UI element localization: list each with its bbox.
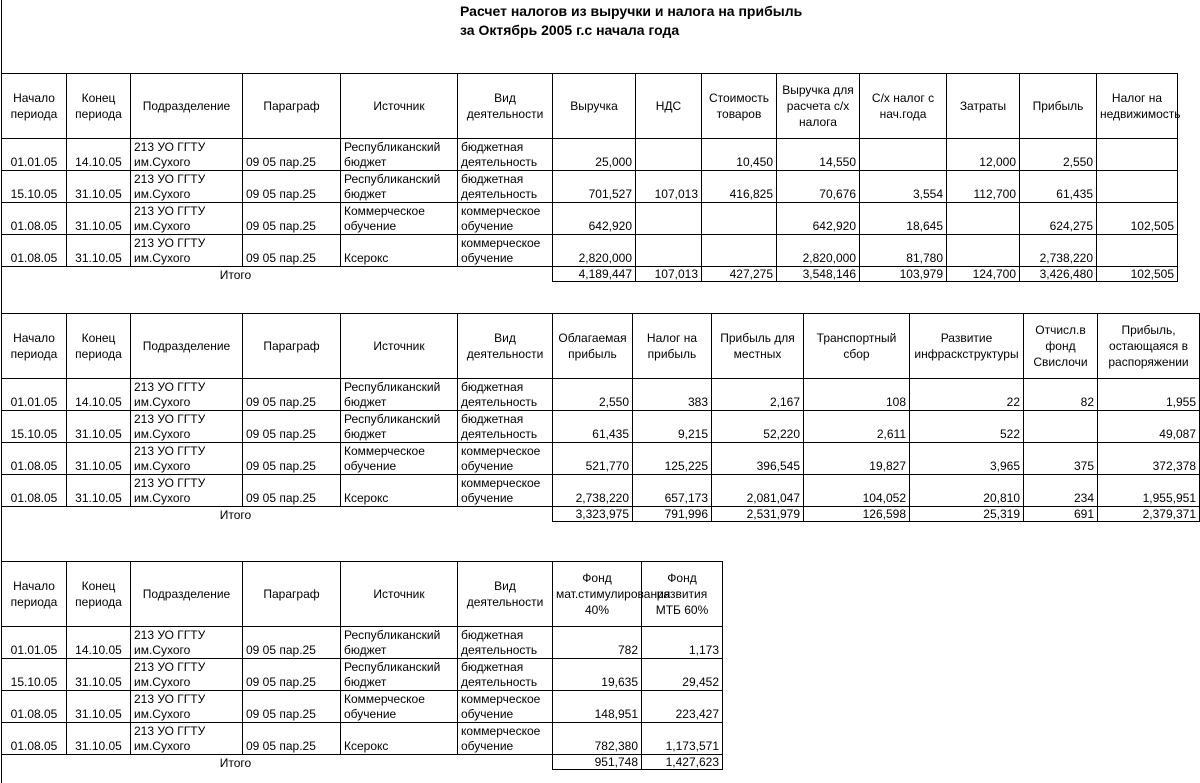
value-cell: 148,951 bbox=[553, 691, 642, 723]
paragraph-cell: 09 05 пар.25 bbox=[243, 171, 341, 203]
source-cell: Коммерческое обучение bbox=[341, 203, 458, 235]
header-cell: Выручка для расчета с/х налога bbox=[777, 74, 860, 139]
value-cell: 642,920 bbox=[553, 203, 636, 235]
activity-cell: коммерческое обучение bbox=[458, 235, 553, 267]
header-row bbox=[2, 74, 1178, 139]
header-cell: С/х налог с нач.года bbox=[860, 74, 947, 139]
value-cell: 2,081,047 bbox=[712, 475, 804, 507]
header-cell: Затраты bbox=[947, 74, 1020, 139]
total-blank bbox=[341, 507, 458, 522]
unit-cell: 213 УО ГГТУ им.Сухого bbox=[131, 411, 243, 443]
value-cell: 49,087 bbox=[1098, 411, 1200, 443]
header-cell: Прибыль bbox=[1020, 74, 1097, 139]
total-label: Итого bbox=[219, 267, 252, 282]
paragraph-cell: 09 05 пар.25 bbox=[243, 379, 341, 411]
header-cell: Прибыль, остающаяся в распоряжении bbox=[1098, 314, 1200, 379]
total-blank bbox=[458, 267, 553, 282]
total-value: 107,013 bbox=[636, 267, 702, 282]
end-date-cell: 31.10.05 bbox=[67, 659, 131, 691]
report-title bbox=[460, 2, 802, 40]
total-blank bbox=[458, 755, 553, 770]
source-cell: Республиканский бюджет bbox=[341, 411, 458, 443]
table-row bbox=[2, 691, 723, 723]
end-date-cell: 31.10.05 bbox=[67, 723, 131, 755]
header-cell: Конец периода bbox=[67, 74, 131, 139]
total-blank bbox=[67, 755, 131, 770]
start-date-cell: 01.08.05 bbox=[2, 475, 67, 507]
unit-cell: 213 УО ГГТУ им.Сухого bbox=[131, 379, 243, 411]
end-date-cell: 31.10.05 bbox=[67, 691, 131, 723]
value-cell: 2,820,000 bbox=[777, 235, 860, 267]
end-date-cell: 31.10.05 bbox=[67, 171, 131, 203]
value-cell: 2,820,000 bbox=[553, 235, 636, 267]
end-date-cell: 31.10.05 bbox=[67, 203, 131, 235]
revenue-tax-table bbox=[1, 73, 1181, 282]
value-cell: 70,676 bbox=[777, 171, 860, 203]
total-value: 3,426,480 bbox=[1020, 267, 1097, 282]
value-cell bbox=[702, 203, 777, 235]
source-cell: Коммерческое обучение bbox=[341, 443, 458, 475]
end-date-cell: 14.10.05 bbox=[67, 139, 131, 171]
unit-cell: 213 УО ГГТУ им.Сухого bbox=[131, 203, 243, 235]
total-label: Итого bbox=[219, 507, 252, 522]
header-cell: Фонд развития МТБ 60% bbox=[642, 562, 723, 627]
activity-cell: коммерческое обучение bbox=[458, 203, 553, 235]
activity-cell: бюджетная деятельность bbox=[458, 659, 553, 691]
end-date-cell: 31.10.05 bbox=[67, 475, 131, 507]
value-cell: 624,275 bbox=[1020, 203, 1097, 235]
value-cell: 383 bbox=[633, 379, 712, 411]
unit-cell: 213 УО ГГТУ им.Сухого bbox=[131, 235, 243, 267]
header-row bbox=[2, 314, 1200, 379]
activity-cell: коммерческое обучение bbox=[458, 443, 553, 475]
funds-table bbox=[1, 561, 723, 770]
start-date-cell: 01.01.05 bbox=[2, 139, 67, 171]
value-cell: 1,955,951 bbox=[1098, 475, 1200, 507]
value-cell bbox=[860, 139, 947, 171]
paragraph-cell: 09 05 пар.25 bbox=[243, 203, 341, 235]
value-cell: 3,965 bbox=[910, 443, 1024, 475]
value-cell bbox=[1097, 171, 1178, 203]
source-cell: Ксерокс bbox=[341, 475, 458, 507]
value-cell: 107,013 bbox=[636, 171, 702, 203]
value-cell: 2,738,220 bbox=[1020, 235, 1097, 267]
table-row bbox=[2, 411, 1200, 443]
table-row bbox=[2, 203, 1178, 235]
value-cell: 2,738,220 bbox=[553, 475, 633, 507]
value-cell: 2,550 bbox=[553, 379, 633, 411]
source-cell: Республиканский бюджет bbox=[341, 627, 458, 659]
value-cell: 223,427 bbox=[642, 691, 723, 723]
header-cell: Подразделение bbox=[131, 562, 243, 627]
source-cell: Ксерокс bbox=[341, 235, 458, 267]
total-blank bbox=[2, 755, 67, 770]
unit-cell: 213 УО ГГТУ им.Сухого bbox=[131, 443, 243, 475]
title-line-1: Расчет налогов из выручки и налога на прибыль bbox=[460, 3, 803, 19]
header-cell: Фонд мат.стимулирования 40% bbox=[553, 562, 642, 627]
source-cell: Ксерокс bbox=[341, 723, 458, 755]
table-row bbox=[2, 379, 1200, 411]
header-cell: Начало периода bbox=[2, 74, 67, 139]
unit-cell: 213 УО ГГТУ им.Сухого bbox=[131, 627, 243, 659]
value-cell: 416,825 bbox=[702, 171, 777, 203]
start-date-cell: 15.10.05 bbox=[2, 659, 67, 691]
header-cell: Налог на недвижимость bbox=[1097, 74, 1178, 139]
value-cell: 19,827 bbox=[804, 443, 910, 475]
activity-cell: коммерческое обучение bbox=[458, 475, 553, 507]
paragraph-cell: 09 05 пар.25 bbox=[243, 411, 341, 443]
header-cell: Подразделение bbox=[131, 74, 243, 139]
title-line-2: за Октябрь 2005 г.с начала года bbox=[460, 22, 680, 38]
value-cell: 2,167 bbox=[712, 379, 804, 411]
source-cell: Республиканский бюджет bbox=[341, 659, 458, 691]
total-blank bbox=[341, 755, 458, 770]
activity-cell: коммерческое обучение bbox=[458, 691, 553, 723]
value-cell: 782 bbox=[553, 627, 642, 659]
value-cell: 29,452 bbox=[642, 659, 723, 691]
total-value: 427,275 bbox=[702, 267, 777, 282]
value-cell: 108 bbox=[804, 379, 910, 411]
value-cell: 522 bbox=[910, 411, 1024, 443]
header-cell: Параграф bbox=[243, 314, 341, 379]
end-date-cell: 31.10.05 bbox=[67, 235, 131, 267]
total-blank bbox=[2, 507, 67, 522]
total-value: 103,979 bbox=[860, 267, 947, 282]
source-cell: Республиканский бюджет bbox=[341, 379, 458, 411]
header-cell: Источник bbox=[341, 314, 458, 379]
value-cell: 14,550 bbox=[777, 139, 860, 171]
value-cell: 18,645 bbox=[860, 203, 947, 235]
header-cell: Транспортный сбор bbox=[804, 314, 910, 379]
total-value: 791,996 bbox=[633, 507, 712, 522]
value-cell bbox=[702, 235, 777, 267]
start-date-cell: 15.10.05 bbox=[2, 411, 67, 443]
end-date-cell: 14.10.05 bbox=[67, 627, 131, 659]
header-cell: Конец периода bbox=[67, 562, 131, 627]
value-cell: 1,955 bbox=[1098, 379, 1200, 411]
start-date-cell: 01.08.05 bbox=[2, 443, 67, 475]
header-cell: Вид деятельности bbox=[458, 74, 553, 139]
paragraph-cell: 09 05 пар.25 bbox=[243, 723, 341, 755]
header-cell: Источник bbox=[341, 562, 458, 627]
value-cell bbox=[636, 139, 702, 171]
header-cell: Выручка bbox=[553, 74, 636, 139]
total-blank bbox=[67, 507, 131, 522]
value-cell: 22 bbox=[910, 379, 1024, 411]
header-cell: Параграф bbox=[243, 74, 341, 139]
value-cell: 657,173 bbox=[633, 475, 712, 507]
value-cell: 782,380 bbox=[553, 723, 642, 755]
total-value: 2,531,979 bbox=[712, 507, 804, 522]
value-cell: 396,545 bbox=[712, 443, 804, 475]
table-row bbox=[2, 627, 723, 659]
unit-cell: 213 УО ГГТУ им.Сухого bbox=[131, 171, 243, 203]
value-cell: 521,770 bbox=[553, 443, 633, 475]
value-cell: 61,435 bbox=[553, 411, 633, 443]
value-cell: 82 bbox=[1024, 379, 1098, 411]
header-cell: Параграф bbox=[243, 562, 341, 627]
total-blank bbox=[341, 267, 458, 282]
header-cell: Облагаемая прибыль bbox=[553, 314, 633, 379]
value-cell bbox=[636, 235, 702, 267]
header-cell: Конец периода bbox=[67, 314, 131, 379]
value-cell: 10,450 bbox=[702, 139, 777, 171]
value-cell bbox=[1024, 411, 1098, 443]
value-cell: 1,173 bbox=[642, 627, 723, 659]
value-cell: 104,052 bbox=[804, 475, 910, 507]
value-cell: 12,000 bbox=[947, 139, 1020, 171]
table-row bbox=[2, 235, 1178, 267]
value-cell: 372,378 bbox=[1098, 443, 1200, 475]
start-date-cell: 01.01.05 bbox=[2, 379, 67, 411]
total-row bbox=[2, 507, 1200, 522]
value-cell: 125,225 bbox=[633, 443, 712, 475]
source-cell: Республиканский бюджет bbox=[341, 139, 458, 171]
value-cell bbox=[947, 235, 1020, 267]
activity-cell: коммерческое обучение bbox=[458, 723, 553, 755]
table-row bbox=[2, 171, 1178, 203]
paragraph-cell: 09 05 пар.25 bbox=[243, 659, 341, 691]
total-value: 126,598 bbox=[804, 507, 910, 522]
unit-cell: 213 УО ГГТУ им.Сухого bbox=[131, 659, 243, 691]
paragraph-cell: 09 05 пар.25 bbox=[243, 627, 341, 659]
total-value: 951,748 bbox=[553, 755, 642, 770]
activity-cell: бюджетная деятельность bbox=[458, 379, 553, 411]
header-cell: Налог на прибыль bbox=[633, 314, 712, 379]
header-cell: Стоимость товаров bbox=[702, 74, 777, 139]
total-value: 25,319 bbox=[910, 507, 1024, 522]
value-cell: 20,810 bbox=[910, 475, 1024, 507]
value-cell: 234 bbox=[1024, 475, 1098, 507]
value-cell bbox=[1097, 235, 1178, 267]
total-row bbox=[2, 267, 1178, 282]
source-cell: Коммерческое обучение bbox=[341, 691, 458, 723]
start-date-cell: 01.01.05 bbox=[2, 627, 67, 659]
header-cell: Начало периода bbox=[2, 562, 67, 627]
total-blank bbox=[458, 507, 553, 522]
total-value: 1,427,623 bbox=[642, 755, 723, 770]
header-row bbox=[2, 562, 723, 627]
total-blank bbox=[2, 267, 67, 282]
table-row bbox=[2, 659, 723, 691]
total-value: 102,505 bbox=[1097, 267, 1178, 282]
total-row bbox=[2, 755, 723, 770]
unit-cell: 213 УО ГГТУ им.Сухого bbox=[131, 139, 243, 171]
header-cell: Отчисл.в фонд Свислочи bbox=[1024, 314, 1098, 379]
start-date-cell: 01.08.05 bbox=[2, 235, 67, 267]
header-cell: Начало периода bbox=[2, 314, 67, 379]
end-date-cell: 14.10.05 bbox=[67, 379, 131, 411]
value-cell: 701,527 bbox=[553, 171, 636, 203]
header-cell: Подразделение bbox=[131, 314, 243, 379]
value-cell: 52,220 bbox=[712, 411, 804, 443]
source-cell: Республиканский бюджет bbox=[341, 171, 458, 203]
total-label: Итого bbox=[219, 755, 252, 770]
header-cell: Вид деятельности bbox=[458, 562, 553, 627]
value-cell bbox=[1097, 139, 1178, 171]
paragraph-cell: 09 05 пар.25 bbox=[243, 139, 341, 171]
end-date-cell: 31.10.05 bbox=[67, 443, 131, 475]
header-cell: Прибыль для местных bbox=[712, 314, 804, 379]
paragraph-cell: 09 05 пар.25 bbox=[243, 235, 341, 267]
end-date-cell: 31.10.05 bbox=[67, 411, 131, 443]
value-cell: 375 bbox=[1024, 443, 1098, 475]
activity-cell: бюджетная деятельность bbox=[458, 171, 553, 203]
value-cell: 642,920 bbox=[777, 203, 860, 235]
unit-cell: 213 УО ГГТУ им.Сухого bbox=[131, 723, 243, 755]
activity-cell: бюджетная деятельность bbox=[458, 411, 553, 443]
value-cell: 19,635 bbox=[553, 659, 642, 691]
unit-cell: 213 УО ГГТУ им.Сухого bbox=[131, 691, 243, 723]
value-cell: 2,611 bbox=[804, 411, 910, 443]
table-row bbox=[2, 475, 1200, 507]
table-row bbox=[2, 139, 1178, 171]
header-cell: Источник bbox=[341, 74, 458, 139]
paragraph-cell: 09 05 пар.25 bbox=[243, 475, 341, 507]
start-date-cell: 15.10.05 bbox=[2, 171, 67, 203]
total-value: 3,548,146 bbox=[777, 267, 860, 282]
value-cell: 3,554 bbox=[860, 171, 947, 203]
profit-tax-table bbox=[1, 313, 1200, 522]
start-date-cell: 01.08.05 bbox=[2, 723, 67, 755]
value-cell: 1,173,571 bbox=[642, 723, 723, 755]
total-value: 3,323,975 bbox=[553, 507, 633, 522]
total-value: 4,189,447 bbox=[553, 267, 636, 282]
table-row bbox=[2, 723, 723, 755]
total-value: 124,700 bbox=[947, 267, 1020, 282]
start-date-cell: 01.08.05 bbox=[2, 203, 67, 235]
start-date-cell: 01.08.05 bbox=[2, 691, 67, 723]
activity-cell: бюджетная деятельность bbox=[458, 627, 553, 659]
value-cell bbox=[947, 203, 1020, 235]
value-cell: 61,435 bbox=[1020, 171, 1097, 203]
table-row bbox=[2, 443, 1200, 475]
header-cell: НДС bbox=[636, 74, 702, 139]
header-cell: Развитие инфраскструктуры bbox=[910, 314, 1024, 379]
value-cell: 102,505 bbox=[1097, 203, 1178, 235]
total-value: 2,379,371 bbox=[1098, 507, 1200, 522]
value-cell: 25,000 bbox=[553, 139, 636, 171]
value-cell: 112,700 bbox=[947, 171, 1020, 203]
activity-cell: бюджетная деятельность bbox=[458, 139, 553, 171]
unit-cell: 213 УО ГГТУ им.Сухого bbox=[131, 475, 243, 507]
value-cell bbox=[636, 203, 702, 235]
header-cell: Вид деятельности bbox=[458, 314, 553, 379]
value-cell: 81,780 bbox=[860, 235, 947, 267]
total-blank bbox=[67, 267, 131, 282]
value-cell: 9,215 bbox=[633, 411, 712, 443]
paragraph-cell: 09 05 пар.25 bbox=[243, 691, 341, 723]
total-value: 691 bbox=[1024, 507, 1098, 522]
paragraph-cell: 09 05 пар.25 bbox=[243, 443, 341, 475]
value-cell: 2,550 bbox=[1020, 139, 1097, 171]
